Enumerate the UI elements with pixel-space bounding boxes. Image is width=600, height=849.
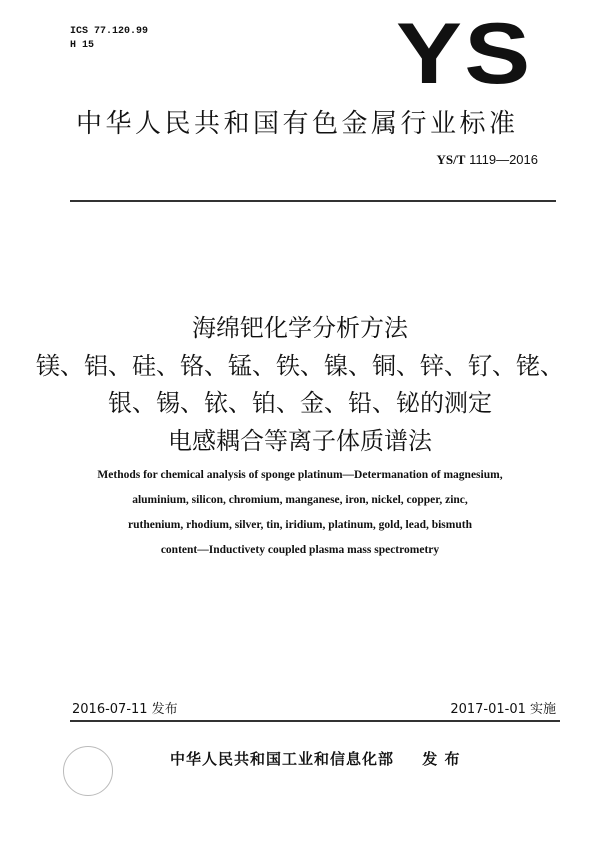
publisher: [170, 748, 460, 769]
stamp-icon: [63, 746, 113, 796]
issue-date: 2016-07-11 发布: [72, 702, 178, 717]
en-title-line: content—Inductivety coupled plasma mass spectrometry: [160, 544, 440, 556]
en-title-line: Methods for chemical analysis of sponge platinum—Determanation of magnesium,: [97, 469, 503, 481]
footer-divider: [70, 720, 560, 722]
en-title-line: aluminium, silicon, chromium, manganese, iron, nickel, copper, zinc,: [132, 494, 468, 506]
header-divider: [70, 200, 556, 202]
standard-number: YS/T 1119—2016: [436, 152, 538, 167]
cn-title-line: 电感耦合等离子体质谱法: [168, 426, 432, 455]
cn-title-line: 海绵钯化学分析方法: [192, 314, 408, 342]
cn-title-line: 银、锡、铱、铂、金、铅、铋的测定: [108, 389, 492, 417]
english-title: [0, 463, 600, 563]
en-title-line: ruthenium, rhodium, silver, tin, iridium, platinum, gold, lead, bismuth: [127, 519, 472, 531]
effective-date: 2017-01-01 实施: [450, 702, 556, 717]
publish-label: 发 布: [422, 750, 461, 768]
ccs-code: H 15: [70, 40, 95, 51]
cn-title-line: 镁、铝、硅、铬、锰、铁、镍、铜、锌、钌、铑、: [36, 351, 564, 380]
chinese-title: [0, 310, 600, 460]
ics-code: ICS 77.120.99: [70, 26, 149, 37]
publisher-name: 中华人民共和国工业和信息化部: [170, 750, 395, 768]
classification-codes: [70, 25, 148, 53]
org-title: 中华人民共和国有色金属行业标准: [76, 109, 519, 139]
ys-logo: YS: [396, 6, 533, 102]
